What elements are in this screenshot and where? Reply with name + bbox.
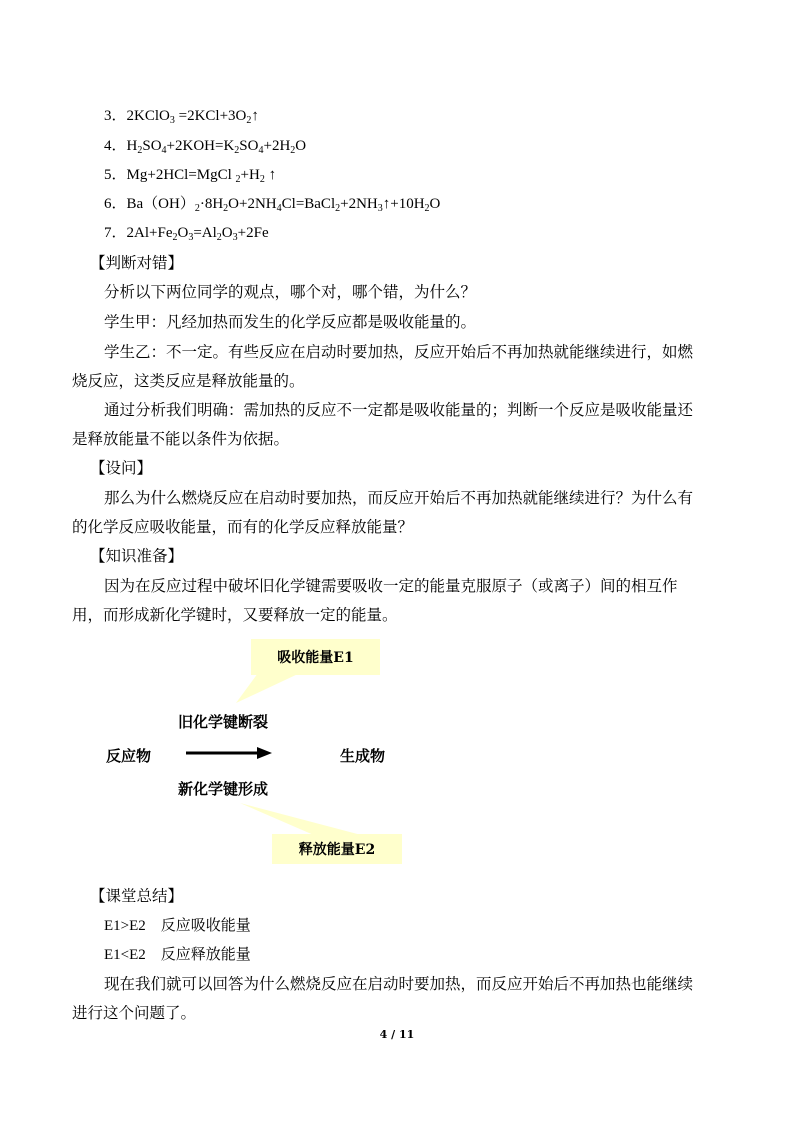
equation-3: 3．2KClO$_3$ $=2KCl+3O_2↑$ bbox=[104, 108, 259, 126]
analysis-line1: 通过分析我们明确：需加热的反应不一定都是吸收能量的；判断一个反应是吸收能量还 bbox=[104, 401, 694, 419]
equation-6: 6．$Ba(OH)_2\cdot 8H_2O+2NH_4Cl=BaCl_2+2NH_3↑+10H_2O$ bbox=[104, 196, 441, 214]
summary-release: E1<E2 反应释放能量 bbox=[104, 947, 251, 963]
release-energy-label: 释放能量E2 bbox=[298, 842, 376, 858]
absorb-energy-callout bbox=[251, 639, 380, 675]
new-bond-form-label: 新化学键形成 bbox=[178, 780, 269, 798]
analysis-line2: 是释放能量不能以条件为依据。 bbox=[72, 430, 290, 448]
question-line2: 的化学反应吸收能量，而有的化学反应释放能量？ bbox=[72, 518, 414, 536]
reaction-arrow-head bbox=[257, 747, 272, 759]
knowledge-heading: 【知识准备】 bbox=[90, 547, 184, 565]
conclusion-line1: 现在我们就可以回答为什么燃烧反应在启动时要加热，而反应开始后不再加热也能继续 bbox=[104, 975, 694, 993]
summary-absorb: E1>E2 反应吸收能量 bbox=[104, 918, 251, 934]
student-b-view-line2: 烧反应，这类反应是释放能量的。 bbox=[72, 372, 305, 390]
conclusion-line2: 进行这个问题了。 bbox=[72, 1004, 197, 1022]
absorb-energy-label: 吸收能量E1 bbox=[277, 650, 354, 666]
page-number: 4 / 11 bbox=[379, 1028, 415, 1041]
release-energy-callout bbox=[272, 834, 402, 864]
question-line1: 那么为什么燃烧反应在启动时要加热，而反应开始后不再加热就能继续进行？为什么有 bbox=[104, 489, 694, 507]
reactants-label: 反应物 bbox=[106, 747, 152, 765]
products-label: 生成物 bbox=[340, 747, 386, 765]
release-callout-pointer bbox=[240, 803, 365, 836]
student-a-view: 学生甲：凡经加热而发生的化学反应都是吸收能量的。 bbox=[104, 313, 477, 331]
equation-5: 5．Mg+2HCl=MgCl $_2+H_2$ ↑ bbox=[104, 167, 277, 185]
absorb-callout-pointer bbox=[236, 673, 300, 703]
student-b-view-line1: 学生乙：不一定。有些反应在启动时要加热，反应开始后不再加热就能继续进行，如燃 bbox=[104, 343, 694, 361]
question-heading: 【设问】 bbox=[90, 459, 153, 477]
equation-4: 4．$H_2SO_4+2KOH=K_2SO_4+2H_2O$ bbox=[104, 138, 307, 156]
summary-heading: 【课堂总结】 bbox=[90, 887, 184, 905]
equation-7: 7．$2Al+Fe_2O_3=Al_2O_3+2Fe$ bbox=[104, 225, 269, 243]
knowledge-line1: 因为在反应过程中破坏旧化学键需要吸收一定的能量克服原子（或离子）间的相互作 bbox=[104, 577, 678, 595]
knowledge-line2: 用，而形成新化学键时，又要释放一定的能量。 bbox=[72, 606, 398, 624]
judge-prompt: 分析以下两位同学的观点，哪个对，哪个错，为什么？ bbox=[104, 283, 477, 301]
old-bond-break-label: 旧化学键断裂 bbox=[178, 713, 269, 731]
judge-heading: 【判断对错】 bbox=[90, 254, 184, 272]
